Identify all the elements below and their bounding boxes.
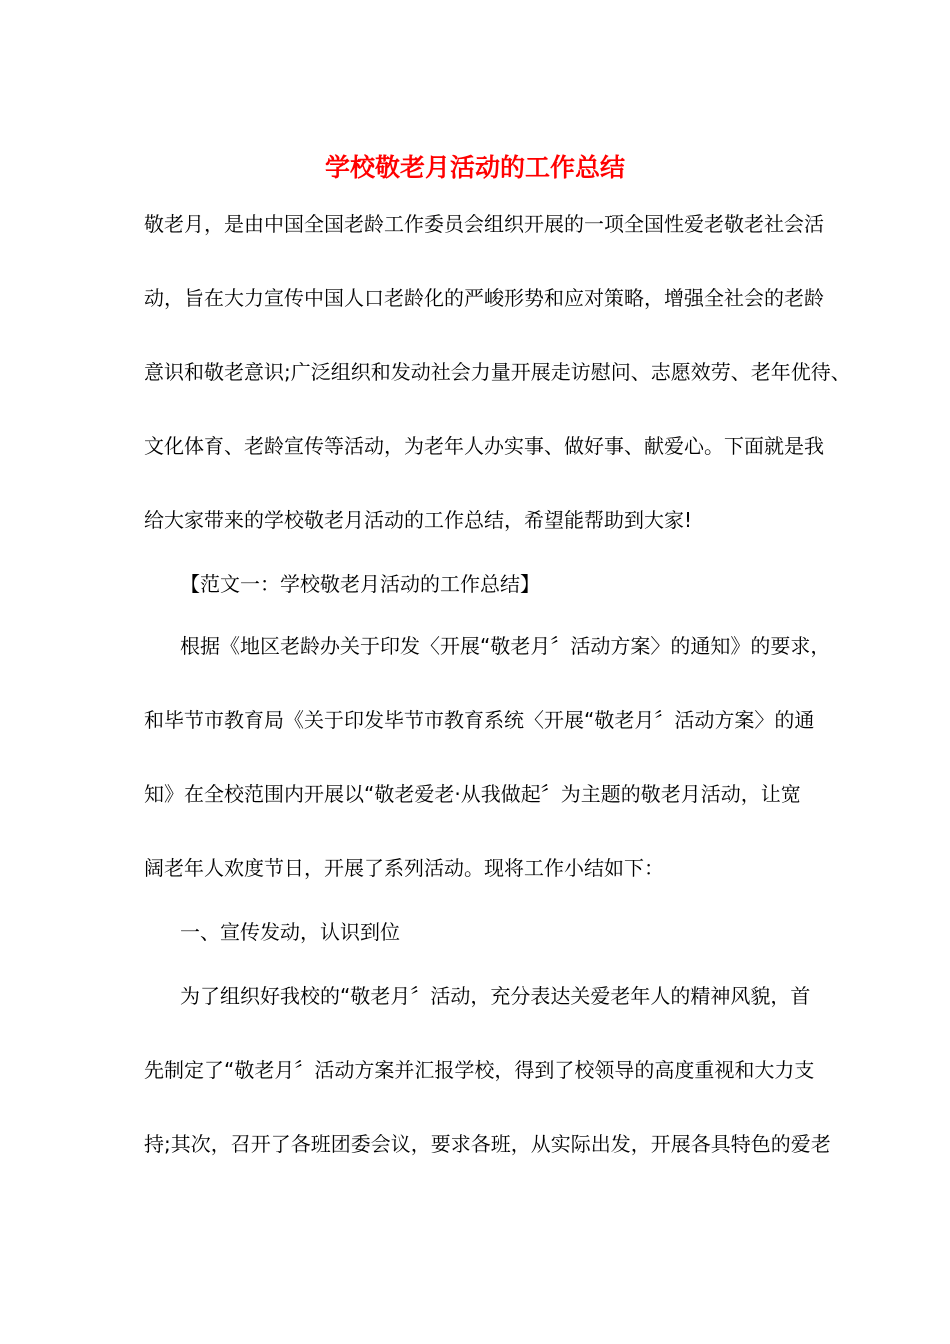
section-heading: 一、宣传发动，认识到位 — [180, 920, 400, 944]
body-line: 和毕节市教育局《关于印发毕节市教育系统〈开展“敬老月〞活动方案〉的通 — [144, 708, 815, 732]
body-line: 为了组织好我校的“敬老月〞活动，充分表达关爱老年人的精神风貌，首 — [180, 984, 811, 1008]
body-line: 持;其次，召开了各班团委会议，要求各班，从实际出发，开展各具特色的爱老 — [144, 1132, 831, 1156]
body-line: 根据《地区老龄办关于印发〈开展“敬老月〞活动方案〉的通知》的要求， — [180, 634, 831, 658]
body-line: 给大家带来的学校敬老月活动的工作总结，希望能帮助到大家! — [144, 508, 693, 532]
body-line: 动，旨在大力宣传中国人口老龄化的严峻形势和应对策略，增强全社会的老龄 — [144, 286, 824, 310]
body-line: 阔老年人欢度节日，开展了系列活动。现将工作小结如下： — [144, 856, 664, 880]
body-line: 意识和敬老意识;广泛组织和发动社会力量开展走访慰问、志愿效劳、老年优待、 — [144, 360, 851, 384]
document-title: 学校敬老月活动的工作总结 — [324, 153, 625, 182]
body-line: 知》在全校范围内开展以“敬老爱老·从我做起〞为主题的敬老月活动，让宽 — [144, 782, 801, 806]
body-line: 文化体育、老龄宣传等活动，为老年人办实事、做好事、献爱心。下面就是我 — [144, 434, 824, 458]
section-heading: 【范文一：学校敬老月活动的工作总结】 — [180, 572, 540, 596]
body-line: 敬老月，是由中国全国老龄工作委员会组织开展的一项全国性爱老敬老社会活 — [144, 212, 824, 236]
body-line: 先制定了“敬老月〞活动方案并汇报学校，得到了校领导的高度重视和大力支 — [144, 1058, 815, 1082]
